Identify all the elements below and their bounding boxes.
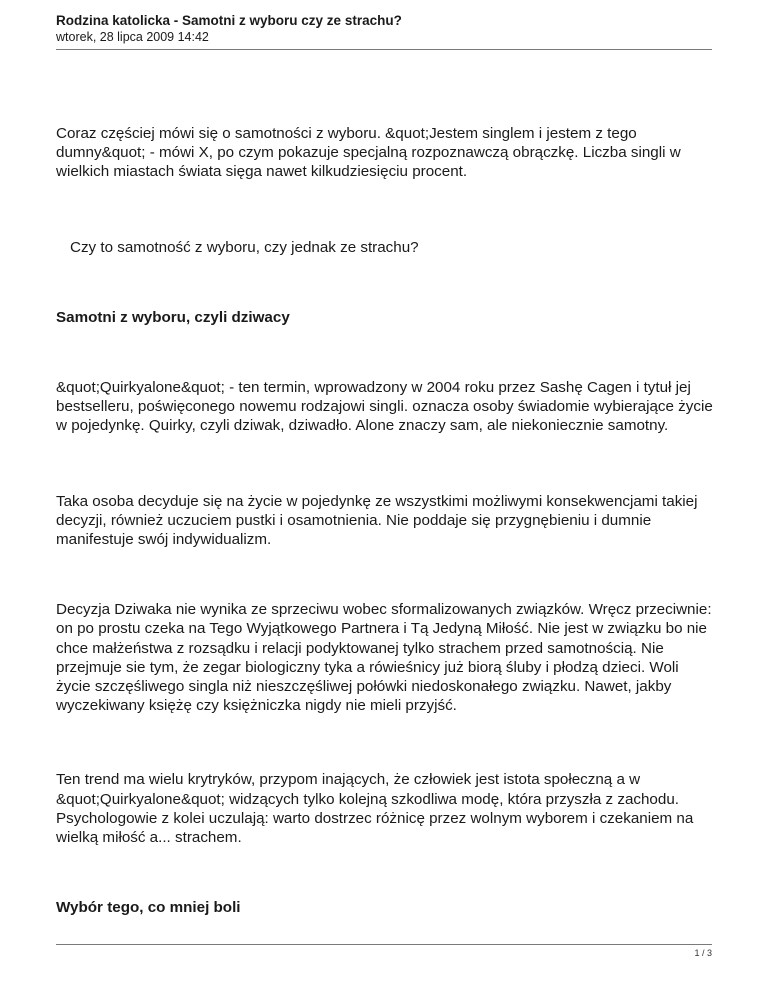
page-number: 1 / 3 [694,948,712,958]
document-title: Rodzina katolicka - Samotni z wyboru czy ze strachu? [56,13,402,28]
article-body [56,124,716,917]
publish-date: wtorek, 28 lipca 2009 14:42 [56,30,209,44]
document-header [56,12,712,45]
question-paragraph: Czy to samotność z wyboru, czy jednak ze strachu? [70,238,419,256]
section-heading-2: Wybór tego, co mniej boli [56,899,241,917]
paragraph-critics: Ten trend ma wielu krytryków, przypom inających, że człowiek jest istota społeczną a w &quot;Quirkyalone&quot; widzących tylko kolejną szkodliwa modę, która przyszła z zachodu. Psychologowie z kolei uczulają: warto dostrzec różnicę przez wolnym wyborem i czekaniem na wielką miłość a... strachem. [56,771,694,847]
header-divider [56,49,712,50]
footer-divider [56,944,712,945]
paragraph-decision: Taka osoba decyduje się na życie w pojedynkę ze wszystkimi możliwymi konsekwencjami takiej decyzji, również uczuciem pustki i osamotnienia. Nie poddaje się przygnębieniu i dumnie manifestuje swój indywidualizm. [56,492,698,549]
paragraph-quirkyalone: &quot;Quirkyalone&quot; - ten termin, wprowadzony w 2004 roku przez Sashę Cagen i tytuł jej bestselleru, poświęconego nowemu rodzajowi singli. oznacza osoby świadomie wybierające życie w pojedynkę. Quirky, czyli dziwak, dziwadło. Alone znaczy sam, ale niekoniecznie samotny. [56,379,713,435]
intro-paragraph: Coraz częściej mówi się o samotności z wyboru. &quot;Jestem singlem i jestem z tego dumny&quot; - mówi X, po czym pokazuje specjalną rozpoznawczą obrączkę. Liczba singli w wielkich miastach świata sięga nawet kilkudziesięciu procent. [56,125,681,181]
paragraph-weirdo-decision: Decyzja Dziwaka nie wynika ze sprzeciwu wobec sformalizowanych związków. Wręcz przeciwnie: on po prostu czeka na Tego Wyjątkowego Partnera i Tą Jedyną Miłość. Nie jest w związku bo nie chce małżeństwa z rozsądku i relacji podyktowanej tylko strachem przed samotnością. Nie przejmuje sie tym, że zegar biologiczny tyka a rówieśnicy już biorą śluby i płodzą dzieci. Woli życie szczęśliwego singla niż nieszczęśliwej połówki niedoskonałego związku. Nawet, jakby wyczekiwany księżę czy księżniczka nigdy nie mieli przyjść. [56,601,712,715]
section-heading-1: Samotni z wyboru, czyli dziwacy [56,308,290,326]
